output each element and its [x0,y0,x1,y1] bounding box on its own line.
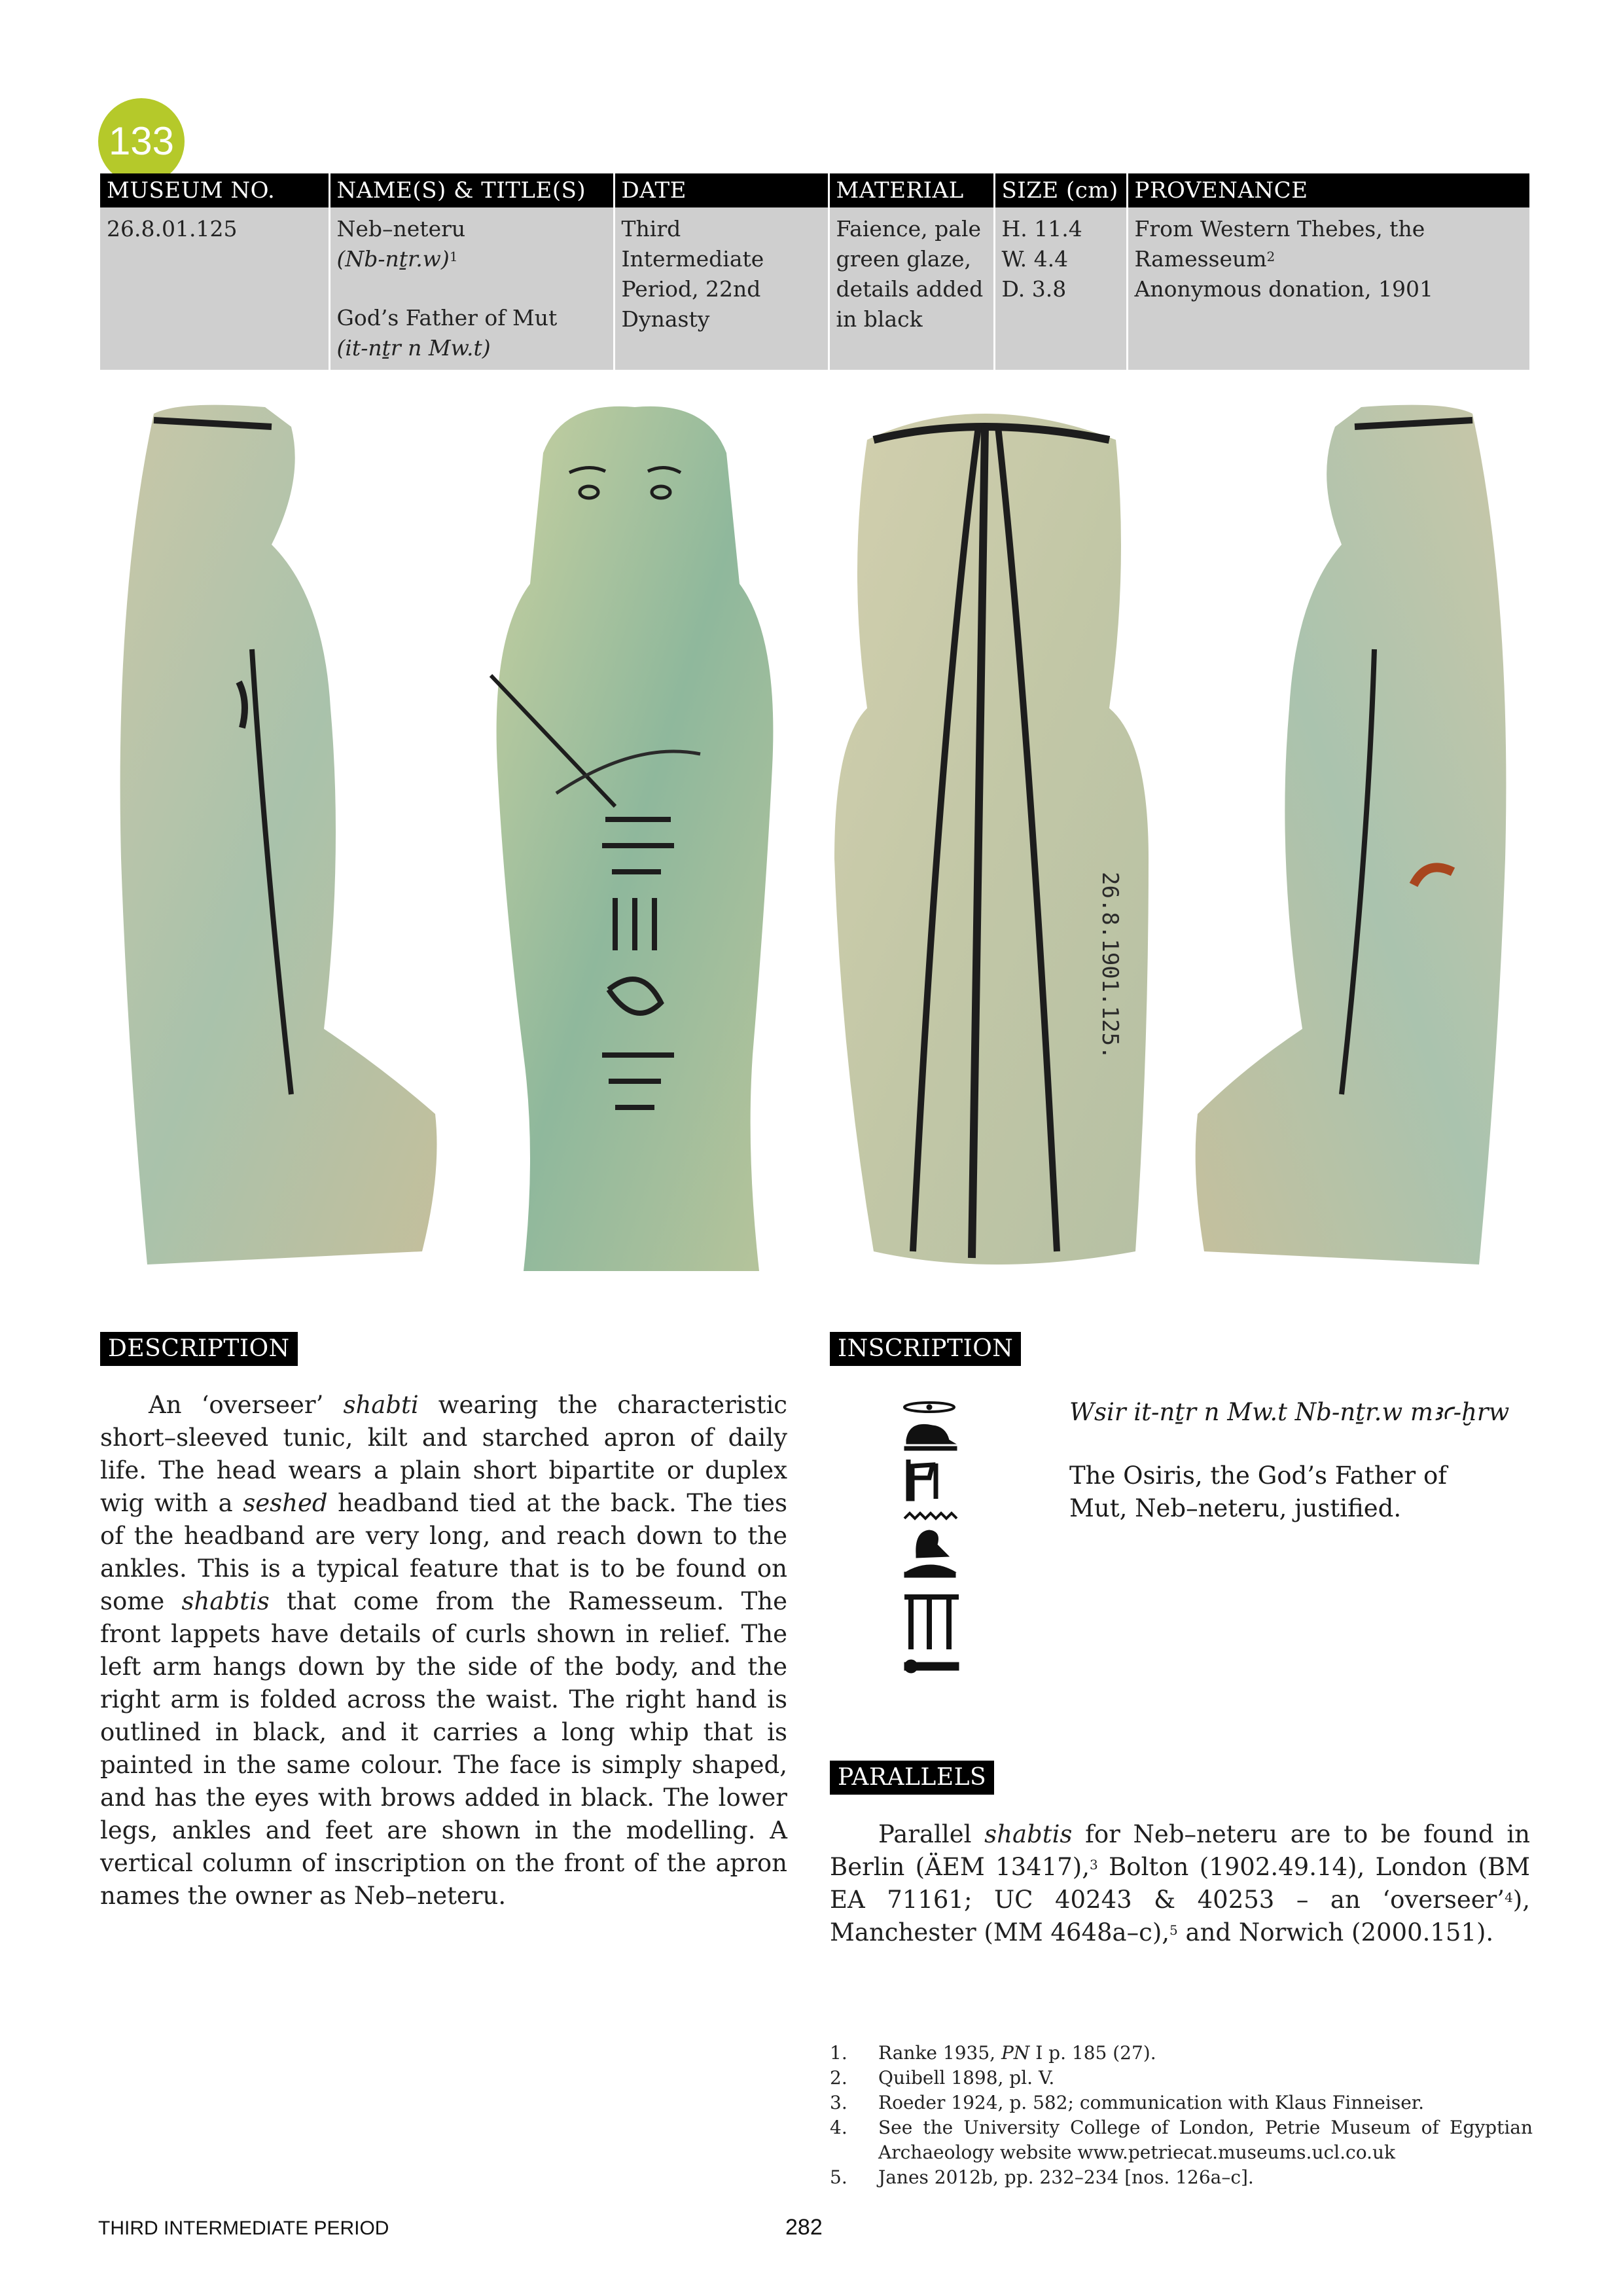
inscription-transliteration: Wsir it-nṯr n Mw.t Nb-nṯr.w mꜣꜥ-ḫrw [1069,1398,1510,1426]
footnote-ref-1: 1 [449,249,458,264]
hieroglyph-inscription-image [897,1401,975,1715]
shabti-left-side-view [108,401,448,1291]
footnote-ref-2: 2 [1266,249,1275,264]
footnote-5: 5. Janes 2012b, pp. 232–234 [nos. 126a–c]. [830,2166,1254,2188]
shabti-right-side-image [1178,401,1518,1291]
footnote-ref-4: 4 [1505,1890,1513,1905]
size-depth: D. 3.8 [1001,276,1067,302]
footnote-1: 1. Ranke 1935, PN I p. 185 (27). [830,2042,1156,2064]
footnote-3: 3. Roeder 1924, p. 582; communication with Klaus Finneiser. [830,2092,1424,2113]
owner-title-translit: (it-nṯr n Mw.t) [336,335,491,361]
cell-size [994,207,1127,370]
header-size: SIZE (cm) [994,173,1127,207]
cell-provenance: From Western Thebes, the Ramesseum$^2$ Anonymous donation, 1901 [1127,207,1529,370]
museum-number-inscription: 26.8.1901.125. [1097,872,1123,1060]
page-number: 282 [785,2215,823,2240]
footnote-ref-3: 3 [1090,1857,1098,1873]
shabti-left-side-image [108,401,448,1291]
header-date: DATE [614,173,829,207]
parallels-text: Parallel shabtis for Neb–neteru are to be found in Berlin (ÄEM 13417),$^3$ Bolton (1902.49.14), London (BM EA 71161; UC 40243 & 40253 – an ‘overseer’$^4$), Manchester (MM 4648a–c),$^5$ and Norwich (2000.151). [830,1820,1531,1946]
description-label: DESCRIPTION [100,1332,298,1366]
size-width: W. 4.4 [1001,246,1069,272]
shabti-back-image [821,401,1162,1291]
header-names-titles: NAME(S) & TITLE(S) [329,173,614,207]
description-text: An ‘overseer’ shabti wearing the characteristic short–sleeved tunic, kilt and starched apron of daily life. The head wears a plain short bipartite or duplex wig with a seshed headband tied at the back. The ties of the headband are very long, and reach down to the ankles. This is a typical feature that is to be found on some shabtis that come from the Ramesseum. The front lappets have details of curls shown in relief. The left arm hangs down by the side of the body, and the right arm is folded across the waist. The right hand is outlined in black, and it carries a long whip that is painted in the same colour. The face is simply shaped, and has the eyes with brows added in black. The lower legs, ankles and feet are shown in the modelling. A vertical column of inscription on the front of the apron names the owner as Neb–neteru. [100,1391,787,1910]
cell-names-titles [329,207,614,370]
inscription-label: INSCRIPTION [830,1332,1021,1366]
header-museum-no: MUSEUM NO. [100,173,329,207]
shabti-front-image [465,401,805,1291]
table-row [100,207,1529,370]
owner-name-translit: (Nb-nṯr.w) [336,246,450,272]
hieroglyph-column [897,1401,975,1715]
cell-museum-no: 26.8.01.125 [100,207,329,370]
header-provenance: PROVENANCE [1127,173,1529,207]
cell-material: Faience, pale green glaze, details added in black [829,207,994,370]
owner-name: Neb–neteru [336,216,466,242]
cell-date: Third Intermediate Period, 22nd Dynasty [614,207,829,370]
shabti-back-view [821,401,1162,1291]
footer-section-title: THIRD INTERMEDIATE PERIOD [98,2217,389,2239]
parallels-label: PARALLELS [830,1761,994,1795]
footnote-4: 4. See the University College of London, Petrie Museum of Egyptian Archaeology website www.petriecat.museums.ucl.co.uk [830,2117,1533,2163]
shabti-front-view [465,401,805,1291]
footnote-2: 2. Quibell 1898, pl. V. [830,2067,1055,2089]
catalogue-number-badge: 133 [98,98,185,185]
footnotes [830,2041,1533,2190]
size-height: H. 11.4 [1001,216,1082,242]
object-info-table [100,173,1529,370]
footnote-ref-5: 5 [1169,1922,1178,1938]
owner-title: God’s Father of Mut [336,305,558,331]
table-header-row [100,173,1529,207]
shabti-right-side-view [1178,401,1518,1291]
inscription-translation: The Osiris, the God’s Father of Mut, Neb–neteru, justified. [1069,1462,1447,1522]
header-material: MATERIAL [829,173,994,207]
